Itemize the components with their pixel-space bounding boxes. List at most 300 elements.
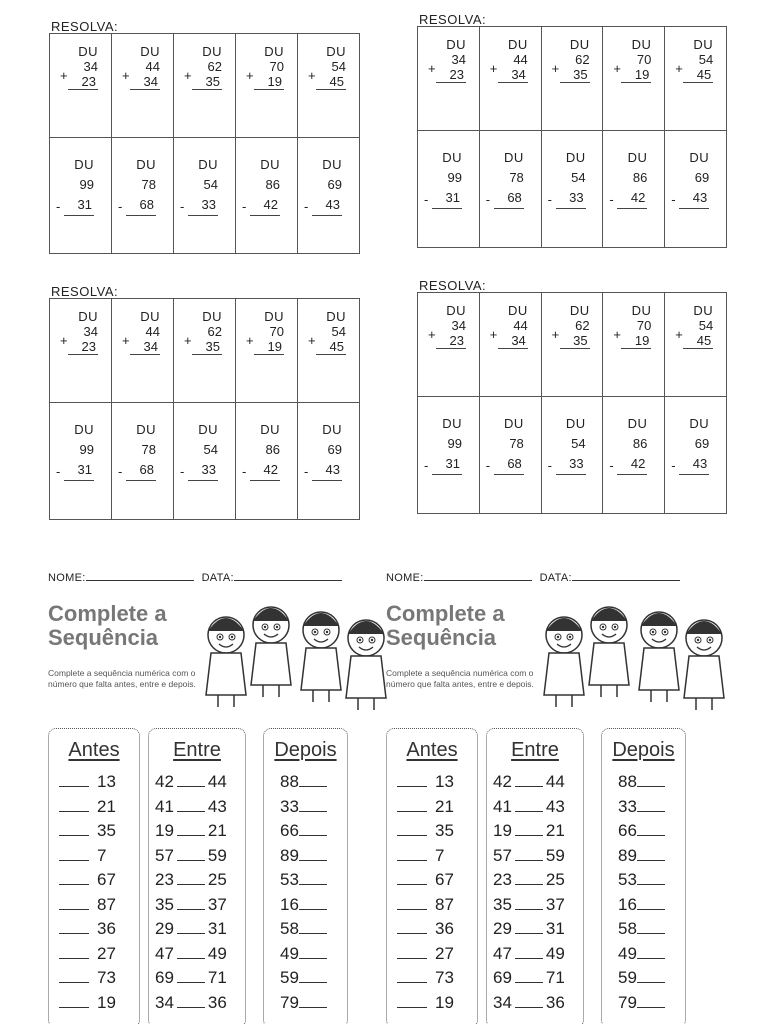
kids-illustration [196,590,396,710]
answer-area[interactable] [426,225,471,239]
place-value-header: DU [260,156,280,172]
operand-bottom: 19 [621,333,651,349]
given-number: 13 [435,772,454,791]
answer-blank[interactable] [59,772,89,787]
given-number: 44 [207,772,227,791]
given-number: 13 [97,772,116,791]
operand-top: 69 [694,436,710,452]
plus-sign: + [60,333,68,348]
answer-area[interactable] [488,374,533,388]
answer-blank[interactable] [299,895,327,910]
operand-bottom: 31 [432,454,462,475]
answer-area[interactable] [244,380,289,394]
depois-item [602,917,685,942]
given-number: 79 [618,992,637,1012]
answer-blank[interactable] [59,821,89,836]
addition-cell [112,34,174,137]
operand-bottom: 43 [679,188,709,209]
answer-area[interactable] [611,225,656,239]
name-field[interactable] [424,580,532,581]
given-number: 53 [280,870,299,889]
answer-area[interactable] [550,374,595,388]
depois-item [264,942,347,967]
answer-blank[interactable] [515,870,543,885]
given-number: 37 [207,894,227,914]
entre-item [149,819,245,844]
answer-columns [48,728,403,1024]
answer-blank[interactable] [515,895,543,910]
answer-area[interactable] [58,115,103,129]
answer-blank[interactable] [637,993,665,1008]
name-field[interactable] [86,580,194,581]
answer-blank[interactable] [299,797,327,812]
answer-blank[interactable] [637,919,665,934]
kids-image [534,590,734,710]
answer-blank[interactable] [177,797,205,812]
antes-heading: Antes [68,739,120,761]
answer-blank[interactable] [59,895,89,910]
answer-area[interactable] [611,374,656,388]
entre-item [149,966,245,991]
name-label: NOME: [48,572,86,584]
place-value-header: DU [198,422,218,438]
kids-image [196,590,396,710]
answer-blank[interactable] [59,919,89,934]
answer-area[interactable] [306,380,351,394]
answer-blank[interactable] [637,797,665,812]
plus-sign: + [428,327,436,342]
place-value-header: DU [627,150,648,166]
subtraction-cell [50,402,112,519]
operand-top: 54 [698,318,714,333]
answer-area[interactable] [120,231,165,245]
place-value-header: DU [202,44,222,59]
answer-area[interactable] [306,115,351,129]
given-number: 89 [618,845,637,865]
antes-item [49,868,139,893]
plus-sign: + [308,68,316,83]
answer-area[interactable] [120,115,165,129]
answer-blank[interactable] [637,944,665,959]
operand-top: 86 [265,176,280,192]
answer-blank[interactable] [177,919,205,934]
answer-blank[interactable] [177,895,205,910]
sheet-title [48,602,167,650]
place-value-header: DU [264,44,284,59]
addition-cell [480,27,542,130]
instructions: Complete a sequência numérica com o número que falta antes, entre e depois. [386,668,534,689]
given-number: 25 [545,870,565,889]
depois-item [264,991,347,1016]
operand-bottom: 34 [498,333,528,349]
answer-area[interactable] [306,231,351,245]
operand-top: 78 [509,170,524,186]
answer-blank[interactable] [637,895,665,910]
answer-blank[interactable] [515,968,543,983]
answer-blank[interactable] [299,870,327,885]
answer-blank[interactable] [299,968,327,983]
given-number: 71 [545,968,565,987]
subtraction-problem [485,414,524,475]
answer-blank[interactable] [397,772,427,787]
title-line-1: Complete a [386,601,505,626]
subtraction-problem [547,414,586,475]
given-number: 59 [545,845,565,865]
given-number: 69 [493,968,512,987]
antes-heading: Antes [406,739,458,761]
place-value-header: DU [689,416,710,432]
given-number: 58 [618,919,637,938]
given-number: 27 [97,943,116,963]
antes-column [48,728,140,1024]
place-value-header: DU [565,150,586,166]
plus-sign: + [122,68,130,83]
answer-blank[interactable] [637,821,665,836]
problem-grid [417,292,727,514]
given-number: 42 [155,772,174,791]
addition-cell [236,34,298,137]
minus-sign: - [671,458,676,474]
answer-area[interactable] [120,497,165,511]
depois-item [602,868,685,893]
given-number: 34 [493,992,512,1012]
answer-area[interactable] [244,497,289,511]
given-number: 21 [545,821,565,840]
operand-bottom: 35 [192,339,222,355]
given-number: 35 [435,821,454,840]
antes-list [387,770,477,1015]
minus-sign: - [424,458,429,474]
plus-sign: + [613,327,621,342]
depois-item [264,819,347,844]
answer-area[interactable] [182,115,227,129]
answer-blank[interactable] [637,968,665,983]
plus-sign: + [60,68,68,83]
title-line-1: Complete a [48,601,167,626]
antes-item [387,819,477,844]
answer-blank[interactable] [299,993,327,1008]
answer-blank[interactable] [397,944,427,959]
operand-top: 99 [79,442,94,458]
answer-blank[interactable] [515,772,543,787]
depois-item [602,966,685,991]
answer-blank[interactable] [397,797,427,812]
operand-bottom: 45 [316,74,346,90]
operand-top: 70 [636,318,652,333]
plus-sign: + [184,333,192,348]
answer-blank[interactable] [299,772,327,787]
answer-area[interactable] [673,108,718,122]
given-number: 7 [97,845,107,865]
operand-top: 62 [575,318,590,333]
answer-blank[interactable] [637,846,665,861]
given-number: 35 [155,894,174,914]
operand-top: 86 [632,170,648,186]
operand-bottom: 42 [250,460,280,481]
answer-blank[interactable] [515,797,543,812]
subtraction-problem [242,420,280,481]
answer-blank[interactable] [59,944,89,959]
given-number: 41 [155,796,174,816]
plus-sign: + [428,61,436,76]
depois-item [264,917,347,942]
depois-item [264,770,347,795]
operand-top: 99 [447,436,462,452]
answer-area[interactable] [488,108,533,122]
given-number: 59 [618,968,637,987]
minus-sign: - [609,458,614,474]
plus-sign: + [551,327,560,342]
subtraction-row [418,396,726,513]
operand-top: 34 [83,324,98,339]
entre-item [149,917,245,942]
answer-area[interactable] [611,108,656,122]
answer-blank[interactable] [177,772,205,787]
operand-bottom: 45 [316,339,346,355]
operand-top: 86 [632,436,648,452]
answer-blank[interactable] [177,968,205,983]
addition-cell [236,299,298,402]
given-number: 73 [435,968,454,987]
answer-blank[interactable] [177,821,205,836]
given-number: 73 [97,968,116,987]
depois-item [602,795,685,820]
operand-top: 69 [327,442,342,458]
answer-blank[interactable] [397,870,427,885]
answer-area[interactable] [244,231,289,245]
answer-blank[interactable] [515,944,543,959]
entre-heading: Entre [511,739,559,761]
operand-bottom: 35 [560,67,590,83]
place-value-header: DU [569,37,590,52]
given-number: 79 [280,992,299,1012]
minus-sign: - [304,464,309,480]
entre-item [487,991,583,1016]
answer-area[interactable] [306,497,351,511]
answer-blank[interactable] [299,846,327,861]
answer-area[interactable] [426,491,471,505]
antes-item [387,893,477,918]
addition-problem [613,303,652,349]
title-line-2: Sequência [386,625,497,650]
operand-bottom: 34 [130,339,160,355]
answer-area[interactable] [611,491,656,505]
plus-sign: + [675,327,683,342]
answer-blank[interactable] [177,993,205,1008]
operand-top: 34 [451,318,466,333]
operand-bottom: 23 [68,74,98,90]
addition-cell [480,293,542,396]
answer-area[interactable] [182,380,227,394]
operand-bottom: 43 [679,454,709,475]
answer-area[interactable] [488,225,533,239]
answer-area[interactable] [182,497,227,511]
given-number: 88 [618,772,637,791]
answer-blank[interactable] [515,846,543,861]
depois-heading: Depois [274,739,337,761]
answer-area[interactable] [426,374,471,388]
answer-blank[interactable] [299,919,327,934]
given-number: 66 [618,821,637,840]
addition-problem [246,309,284,355]
addition-row [418,27,726,131]
given-number: 31 [207,919,227,938]
antes-item [387,770,477,795]
place-value-header: DU [322,156,342,172]
answer-area[interactable] [673,491,718,505]
answer-blank[interactable] [59,993,89,1008]
operand-top: 34 [451,52,466,67]
place-value-header: DU [136,422,156,438]
addition-row [50,299,359,403]
answer-area[interactable] [58,380,103,394]
answer-blank[interactable] [397,821,427,836]
minus-sign: - [304,198,309,214]
entre-item [487,819,583,844]
answer-blank[interactable] [59,797,89,812]
answer-blank[interactable] [299,944,327,959]
answer-area[interactable] [426,108,471,122]
answer-area[interactable] [550,491,595,505]
subtraction-problem [547,148,586,209]
worksheet-title: RESOLVA: [51,19,119,34]
answer-area[interactable] [120,380,165,394]
subtraction-problem [180,155,218,216]
place-value-header: DU [508,37,528,52]
plus-sign: + [675,61,683,76]
operand-bottom: 34 [498,67,528,83]
answer-blank[interactable] [637,772,665,787]
name-date-header [386,572,741,584]
name-date-header [48,572,403,584]
minus-sign: - [118,198,123,214]
answer-area[interactable] [673,374,718,388]
operand-bottom: 23 [436,67,466,83]
addition-problem [184,44,222,90]
given-number: 35 [97,821,116,840]
entre-column [148,728,246,1024]
operand-bottom: 68 [494,188,524,209]
given-number: 35 [493,894,512,914]
antes-item [387,942,477,967]
answer-blank[interactable] [397,993,427,1008]
subtraction-cell [418,396,480,513]
operand-bottom: 43 [312,195,342,216]
worksheet-title: RESOLVA: [51,284,119,299]
antes-item [387,917,477,942]
date-field[interactable] [572,580,680,581]
given-number: 16 [618,894,637,914]
depois-item [264,868,347,893]
depois-item [602,844,685,869]
plus-sign: + [122,333,130,348]
addition-cell [298,299,359,402]
answer-area[interactable] [58,497,103,511]
entre-item [487,868,583,893]
addition-problem [489,37,528,83]
entre-item [487,770,583,795]
answer-blank[interactable] [397,919,427,934]
answer-blank[interactable] [397,895,427,910]
addition-cell [418,293,480,396]
answer-blank[interactable] [59,846,89,861]
addition-row [418,293,726,397]
antes-item [49,795,139,820]
answer-blank[interactable] [59,870,89,885]
answer-area[interactable] [58,231,103,245]
answer-blank[interactable] [177,944,205,959]
answer-blank[interactable] [515,919,543,934]
given-number: 16 [280,894,299,914]
answer-blank[interactable] [397,968,427,983]
antes-item [387,868,477,893]
operand-bottom: 35 [192,74,222,90]
answer-blank[interactable] [515,821,543,836]
given-number: 31 [545,919,565,938]
answer-blank[interactable] [515,993,543,1008]
antes-item [49,819,139,844]
given-number: 49 [280,943,299,963]
given-number: 19 [493,821,512,840]
given-number: 59 [280,968,299,987]
operand-bottom: 33 [556,188,586,209]
place-value-header: DU [627,416,648,432]
given-number: 47 [493,943,512,963]
given-number: 37 [545,894,565,914]
date-field[interactable] [234,580,342,581]
subtraction-problem [609,148,648,209]
minus-sign: - [547,192,552,208]
answer-area[interactable] [244,115,289,129]
plus-sign: + [551,61,560,76]
answer-blank[interactable] [59,968,89,983]
operand-top: 78 [509,436,524,452]
given-number: 36 [435,919,454,938]
antes-item [387,991,477,1016]
given-number: 57 [493,845,512,865]
antes-item [387,795,477,820]
addition-problem [60,44,98,90]
subtraction-problem [424,148,462,209]
answer-blank[interactable] [397,846,427,861]
depois-item [264,795,347,820]
operand-top: 70 [269,324,284,339]
answer-blank[interactable] [637,870,665,885]
subtraction-problem [424,414,462,475]
worksheet-title: RESOLVA: [419,278,487,293]
minus-sign: - [424,192,429,208]
answer-blank[interactable] [177,870,205,885]
answer-area[interactable] [488,491,533,505]
plus-sign: + [246,68,254,83]
answer-area[interactable] [182,231,227,245]
operand-bottom: 19 [621,67,651,83]
answer-area[interactable] [673,225,718,239]
answer-area[interactable] [550,108,595,122]
operand-top: 54 [331,324,346,339]
subtraction-problem [56,155,94,216]
addition-cell [542,27,604,130]
plus-sign: + [613,61,621,76]
place-value-header: DU [260,422,280,438]
given-number: 21 [97,796,116,816]
subtraction-cell [174,137,236,253]
depois-item [264,844,347,869]
answer-blank[interactable] [299,821,327,836]
answer-area[interactable] [550,225,595,239]
antes-item [387,844,477,869]
answer-blank[interactable] [177,846,205,861]
